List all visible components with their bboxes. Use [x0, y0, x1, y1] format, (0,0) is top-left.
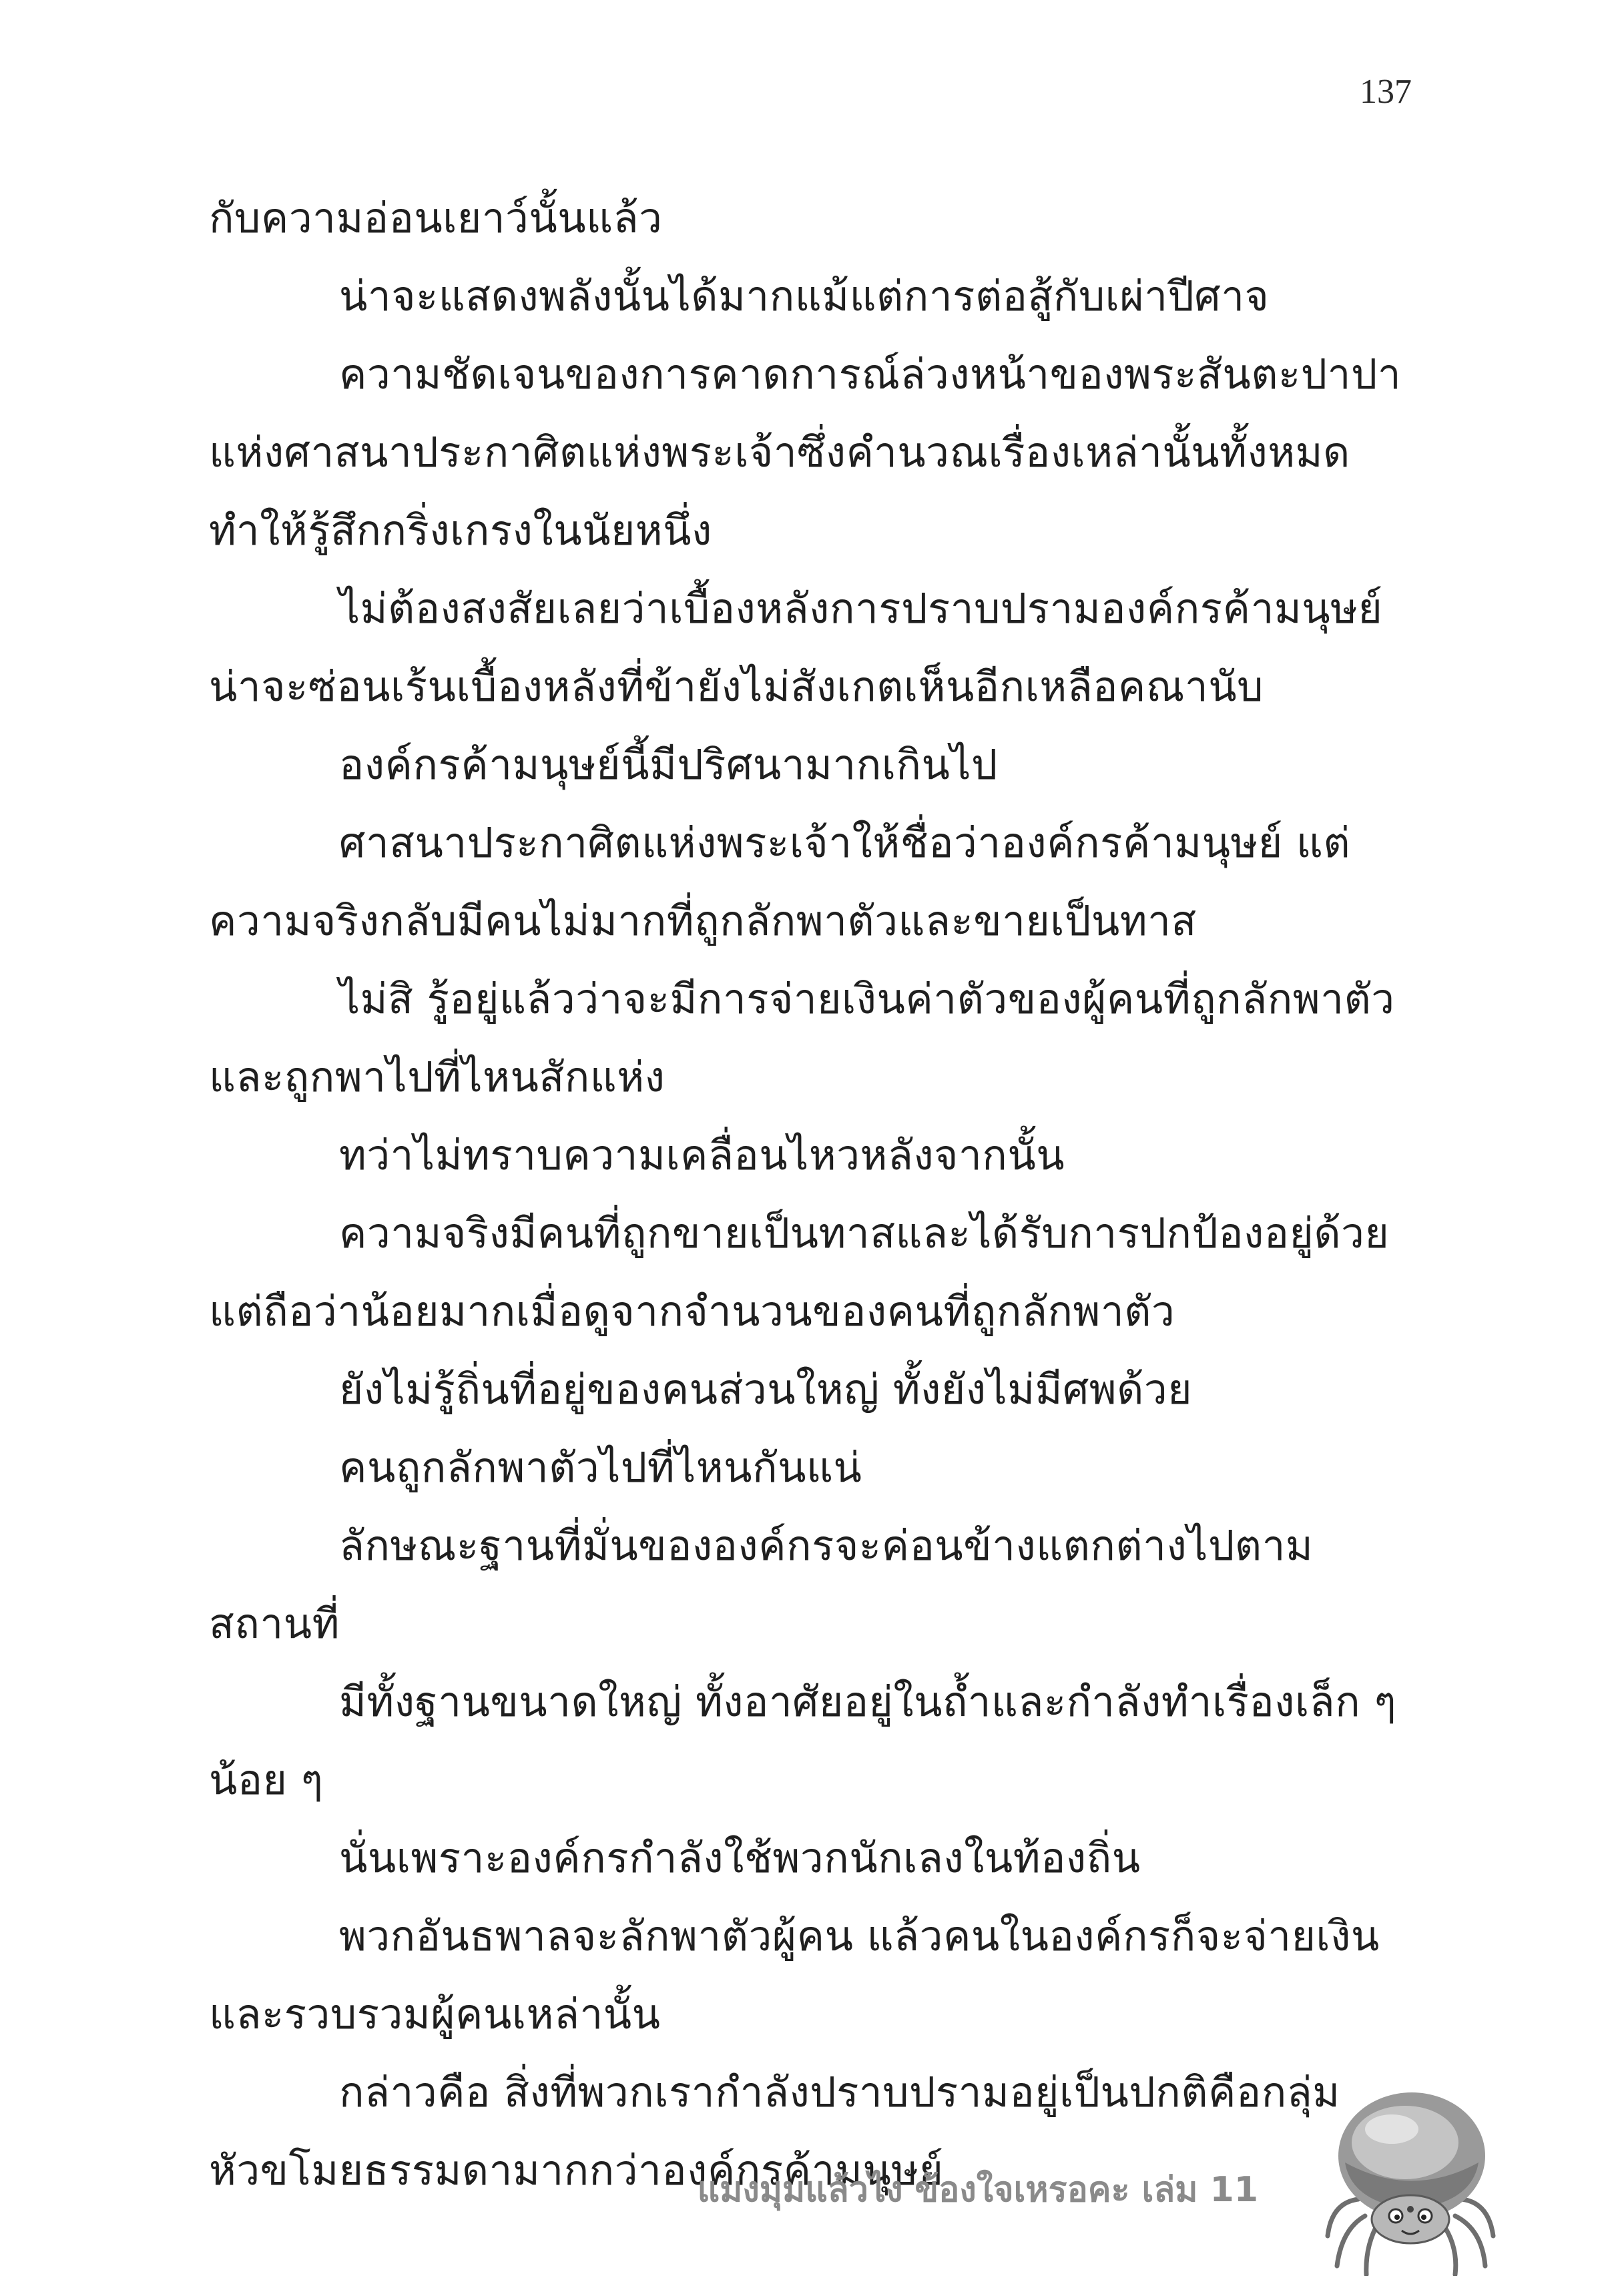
- text-line: องค์กรค้ามนุษย์นี้มีปริศนามากเกินไป: [339, 740, 998, 789]
- text-line: พวกอันธพาลจะลักพาตัวผู้คน แล้วคนในองค์กรก็จะจ่ายเงิน: [339, 1912, 1380, 1960]
- text-line: หัวขโมยธรรมดามากกว่าองค์กรค้ามนุษย์: [209, 2146, 944, 2195]
- text-line: ความจริงมีคนที่ถูกขายเป็นทาสและได้รับการปกป้องอยู่ด้วย: [339, 1209, 1390, 1257]
- text-line: ศาสนาประกาศิตแห่งพระเจ้าให้ชื่อว่าองค์กรค้ามนุษย์ แต่: [339, 818, 1351, 867]
- text-line: แต่ถือว่าน้อยมากเมื่อดูจากจำนวนของคนที่ถูกลักพาตัว: [209, 1287, 1175, 1336]
- spider-mascot-icon: [1325, 2082, 1499, 2276]
- text-line: กับความอ่อนเยาว์นั้นแล้ว: [209, 194, 663, 242]
- page-number: 137: [1360, 73, 1412, 111]
- text-line: น่าจะซ่อนเร้นเบื้องหลังที่ข้ายังไม่สังเกตเห็นอีกเหลือคณานับ: [209, 662, 1264, 711]
- text-line: กล่าวคือ สิ่งที่พวกเรากำลังปราบปรามอยู่เป็นปกติคือกลุ่ม: [339, 2068, 1340, 2116]
- text-line: นั่นเพราะองค์กรกำลังใช้พวกนักเลงในท้องถิ่น: [339, 1833, 1141, 1882]
- text-line: ความจริงกลับมีคนไม่มากที่ถูกลักพาตัวและขายเป็นทาส: [209, 896, 1197, 945]
- text-line: น่าจะแสดงพลังนั้นได้มากแม้แต่การต่อสู้กับเผ่าปีศาจ: [339, 272, 1270, 320]
- footer-book-title: แมงมุมแล้วไง ข้องใจเหรอคะ เล่ม 11: [697, 2170, 1258, 2210]
- text-line: และรวบรวมผู้คนเหล่านั้น: [209, 1990, 661, 2038]
- body-text: [209, 179, 1410, 2209]
- text-line: ความชัดเจนของการคาดการณ์ล่วงหน้าของพระสันตะปาปา: [339, 350, 1402, 398]
- text-line: มีทั้งฐานขนาดใหญ่ ทั้งอาศัยอยู่ในถ้ำและกำลังทำเรื่องเล็ก ๆ: [339, 1677, 1397, 1726]
- text-line: สถานที่: [209, 1599, 340, 1648]
- text-line: ยังไม่รู้ถิ่นที่อยู่ของคนส่วนใหญ่ ทั้งยังไม่มีศพด้วย: [339, 1365, 1193, 1414]
- text-line: ไม่ต้องสงสัยเลยว่าเบื้องหลังการปราบปรามองค์กรค้ามนุษย์: [339, 584, 1383, 633]
- text-line: ทว่าไม่ทราบความเคลื่อนไหวหลังจากนั้น: [339, 1131, 1065, 1179]
- text-line: คนถูกลักพาตัวไปที่ไหนกันแน่: [339, 1443, 862, 1492]
- text-line: แห่งศาสนาประกาศิตแห่งพระเจ้าซึ่งคำนวณเรื่องเหล่านั้นทั้งหมด: [209, 428, 1350, 477]
- text-line: ลักษณะฐานที่มั่นขององค์กรจะค่อนข้างแตกต่างไปตาม: [339, 1521, 1314, 1570]
- text-line: น้อย ๆ: [209, 1755, 324, 1804]
- text-line: ทำให้รู้สึกกริ่งเกรงในนัยหนึ่ง: [209, 506, 712, 555]
- text-line: และถูกพาไปที่ไหนสักแห่ง: [209, 1053, 665, 1101]
- text-line: ไม่สิ รู้อยู่แล้วว่าจะมีการจ่ายเงินค่าตัวของผู้คนที่ถูกลักพาตัว: [339, 974, 1395, 1023]
